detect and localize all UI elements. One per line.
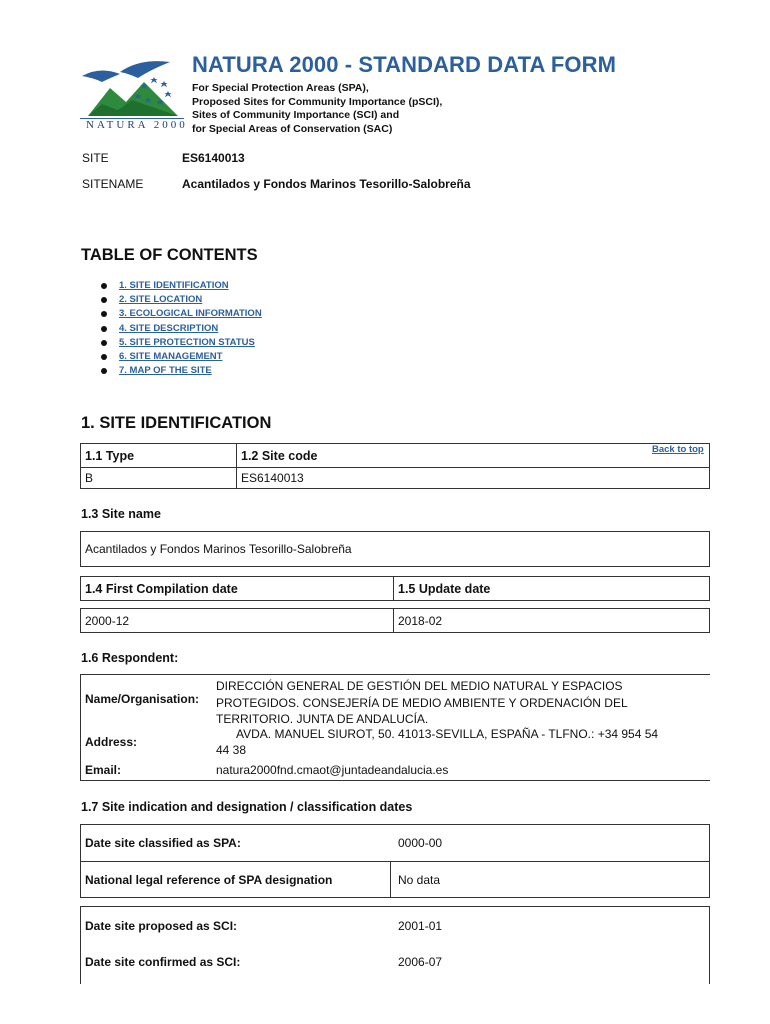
organisation-value <box>216 678 628 728</box>
back-to-top-link[interactable]: Back to top <box>652 444 704 455</box>
toc-link-site-management[interactable]: 6. SITE MANAGEMENT <box>119 350 223 362</box>
toc-item <box>100 322 262 336</box>
spa-date-value: 0000-00 <box>398 836 443 850</box>
toc-item <box>100 307 262 321</box>
natura-2000-logo <box>80 52 188 136</box>
toc-item <box>100 279 262 293</box>
sci-proposed-value: 2001-01 <box>398 919 443 933</box>
site-label: SITE <box>82 151 109 165</box>
address-label: Address: <box>85 735 138 749</box>
update-date-value: 2018-02 <box>398 614 443 628</box>
bullet-icon <box>101 354 107 360</box>
toc-heading: TABLE OF CONTENTS <box>81 246 258 264</box>
page-title: NATURA 2000 - STANDARD DATA FORM <box>192 52 617 77</box>
sci-confirmed-label: Date site confirmed as SCI: <box>85 955 241 969</box>
address-line: 44 38 <box>216 742 247 757</box>
designation-label: 1.7 Site indication and designation / classification dates <box>81 800 413 814</box>
bullet-icon <box>101 368 107 374</box>
subtitle-line: for Special Areas of Conservation (SAC) <box>192 122 393 135</box>
first-compilation-value: 2000-12 <box>85 614 130 628</box>
spa-reference-value: No data <box>398 873 441 887</box>
toc-link-site-description[interactable]: 4. SITE DESCRIPTION <box>119 322 219 334</box>
first-compilation-label: 1.4 First Compilation date <box>85 582 238 596</box>
organisation-line: TERRITORIO. JUNTA DE ANDALUCÍA. <box>216 712 429 726</box>
organisation-line: DIRECCIÓN GENERAL DE GESTIÓN DEL MEDIO NATURAL Y ESPACIOS <box>216 679 623 693</box>
toc-list <box>100 279 262 378</box>
site-code-label: 1.2 Site code <box>241 449 318 463</box>
type-code-table <box>80 443 710 489</box>
subtitle-line: Sites of Community Importance (SCI) and <box>192 109 400 121</box>
toc-item <box>100 336 262 350</box>
toc-link-ecological-information[interactable]: 3. ECOLOGICAL INFORMATION <box>119 308 262 320</box>
subtitle-line: For Special Protection Areas (SPA), <box>192 82 369 94</box>
update-date-label: 1.5 Update date <box>398 582 491 596</box>
address-line: AVDA. MANUEL SIUROT, 50. 41013-SEVILLA, ESPAÑA - TLFNO.: +34 954 54 <box>236 727 659 741</box>
toc-link-site-protection-status[interactable]: 5. SITE PROTECTION STATUS <box>119 336 255 348</box>
sitename-label: SITENAME <box>82 177 144 191</box>
bullet-icon <box>101 326 107 332</box>
organisation-line: PROTEGIDOS. CONSEJERÍA DE MEDIO AMBIENTE Y ORDENACIÓN DEL <box>216 695 628 710</box>
sci-proposed-label: Date site proposed as SCI: <box>85 919 238 933</box>
bullet-icon <box>101 283 107 289</box>
subtitle <box>192 82 442 136</box>
site-name-label: 1.3 Site name <box>81 507 161 521</box>
type-value: B <box>85 471 94 485</box>
bullet-icon <box>101 297 107 303</box>
site-name-value: Acantilados y Fondos Marinos Tesorillo-Salobreña <box>85 542 352 556</box>
toc-item <box>100 364 262 378</box>
organisation-label: Name/Organisation: <box>85 692 200 706</box>
spa-date-label: Date site classified as SPA: <box>85 836 241 850</box>
email-label: Email: <box>85 763 122 777</box>
toc-item <box>100 293 262 307</box>
site-code-value: ES6140013 <box>241 471 304 485</box>
email-value: natura2000fnd.cmaot@juntadeandalucia.es <box>216 763 449 777</box>
bullet-icon <box>101 311 107 317</box>
type-label: 1.1 Type <box>85 449 135 463</box>
sci-confirmed-value: 2006-07 <box>398 955 443 969</box>
toc-item <box>100 350 262 364</box>
section-heading-site-identification: 1. SITE IDENTIFICATION <box>81 414 272 432</box>
sitename-value: Acantilados y Fondos Marinos Tesorillo-Salobreña <box>182 177 471 191</box>
bullet-icon <box>101 340 107 346</box>
toc-link-site-identification[interactable]: 1. SITE IDENTIFICATION <box>119 280 229 291</box>
logo-caption: NATURA 2000 <box>86 119 188 131</box>
respondent-label: 1.6 Respondent: <box>81 651 179 665</box>
subtitle-line: Proposed Sites for Community Importance (pSCI), <box>192 95 443 108</box>
spa-reference-label: National legal reference of SPA designation <box>85 873 333 887</box>
toc-link-map-of-the-site[interactable]: 7. MAP OF THE SITE <box>119 365 212 377</box>
site-value: ES6140013 <box>182 151 245 165</box>
toc-link-site-location[interactable]: 2. SITE LOCATION <box>119 294 203 306</box>
dates-value-row <box>80 608 710 633</box>
address-value <box>216 727 658 758</box>
